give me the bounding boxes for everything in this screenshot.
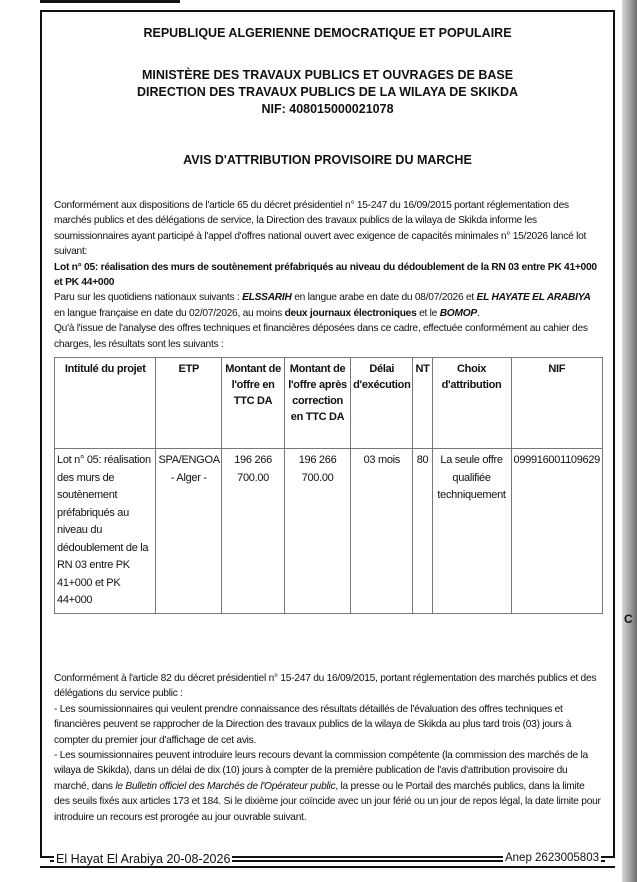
table-header-row bbox=[55, 358, 603, 449]
footer bbox=[42, 852, 613, 866]
press-text: Paru sur les quotidiens nationaux suivants : bbox=[54, 292, 243, 304]
intro-paragraph bbox=[54, 198, 602, 352]
col-header-project: Intitulé du projet bbox=[55, 358, 156, 449]
closing-bullet-2: - Les soumissionnaires peuvent introduire leurs recours devant la commission compétente (la commission des marchés de la wilaya de Skikda), dans un délai de dix (10) jours à compter de la première publication de l'avis d'attribution provisoire du marché, dans bbox=[54, 750, 588, 792]
press-text: et le bbox=[416, 307, 440, 319]
table-row bbox=[55, 449, 603, 614]
adjacent-page-edge bbox=[622, 0, 637, 882]
intro-text: Conformément aux dispositions de l'article 65 du décret présidentiel n° 15-247 du 16/09/2015 portant réglementation des marchés publics et des délégations de service, la Direction des travaux publics de la wilaya de Skikda informe les soumissionnaires ayant participé à l'appel d'offres national ouvert avec exigence de capacités minimales n° 15/2026 lancé lot suivant: bbox=[54, 200, 587, 258]
lot-description: Lot n° 05: réalisation des murs de soutènement préfabriqués au niveau du dédoublement de la RN 03 entre PK 41+000 et PK 44+000 bbox=[54, 261, 597, 289]
republic-header: REPUBLIQUE ALGERIENNE DEMOCRATIQUE ET POPULAIRE bbox=[143, 26, 512, 40]
press-french-paper: EL HAYATE EL ARABIYA bbox=[476, 292, 591, 304]
col-header-choice: Choix d'attribution bbox=[432, 358, 511, 449]
adjacent-page-letter: C bbox=[624, 612, 633, 626]
closing-bullet-2-end: , la presse ou le Portail des marchés publics, dans la limite des seuils fixés aux articles 173 et 184. Si le dixième jour coïncide avec un jour férié ou un jour de repos légal, la date limite pour introduire un recours est prorogée au jour ouvrable suivant. bbox=[54, 780, 601, 823]
ministry-block bbox=[42, 67, 613, 118]
footer-reference: Anep 2623005803 bbox=[504, 852, 599, 864]
cell-etp: SPA/ENGOA - Alger - bbox=[156, 449, 222, 614]
col-header-nif: NIF bbox=[511, 358, 602, 449]
cell-offer-amount: 196 266 700.00 bbox=[222, 449, 285, 614]
results-table bbox=[54, 357, 603, 614]
cell-project: Lot n° 05: réalisation des murs de soutènement préfabriqués au niveau du dédoublement de la RN 03 entre PK 41+000 et PK 44+000 bbox=[55, 449, 156, 614]
press-text: en langue arabe en date du 08/07/2026 et bbox=[291, 292, 477, 304]
bottom-rule bbox=[40, 866, 615, 868]
cell-corrected-amount: 196 266 700.00 bbox=[285, 449, 351, 614]
bulletin-title: le Bulletin officiel des Marchés de l'Opérateur public bbox=[115, 780, 336, 792]
notice-title: AVIS D'ATTRIBUTION PROVISOIRE DU MARCHE bbox=[183, 153, 472, 167]
closing-intro: Conformément à l'article 82 du décret présidentiel n° 15-247 du 16/09/2015, portant réglementation des marchés publics et des délégations du service public : bbox=[54, 673, 597, 700]
cell-delay: 03 mois bbox=[351, 449, 413, 614]
press-arabic-paper: ELSSARIH bbox=[242, 292, 292, 304]
col-header-delay: Délai d'exécution bbox=[351, 358, 413, 449]
col-header-offer-amount: Montant de l'offre en TTC DA bbox=[222, 358, 285, 449]
closing-paragraph bbox=[54, 671, 602, 825]
cell-choice: La seule offre qualifiée techniquement bbox=[432, 449, 511, 614]
press-text: . bbox=[476, 307, 480, 319]
cell-nif: 099916001109629 bbox=[511, 449, 602, 614]
notice-page bbox=[40, 10, 615, 866]
closing-bullet-1: - Les soumissionnaires qui veulent prendre connaissance des résultats détaillés de l'évaluation des offres techniques et financières peuvent se rapprocher de la Direction des travaux publics de la wilaya de Skikda au plus tard trois (03) jours à compter du premier jour d'affichage de cet avis. bbox=[54, 703, 572, 746]
ministry-title: MINISTÈRE DES TRAVAUX PUBLICS ET OUVRAGES DE BASE bbox=[141, 68, 514, 82]
press-bomop: BOMOP bbox=[439, 307, 477, 319]
analysis-text: Qu'à l'issue de l'analyse des offres techniques et financières déposées dans ce cadre, effectuée conformément au cahier des charges, les résultats sont les suivants : bbox=[54, 323, 588, 350]
top-rule bbox=[40, 0, 180, 3]
footer-source: El Hayat El Arabiya 20-08-2026 bbox=[56, 852, 231, 866]
press-electronic: deux journaux électroniques bbox=[284, 307, 417, 319]
press-text: en langue française en date du 02/07/2026, au moins bbox=[54, 307, 285, 319]
cell-nt: 80 bbox=[413, 449, 432, 614]
direction-title: DIRECTION DES TRAVAUX PUBLICS DE LA WILAYA DE SKIKDA bbox=[136, 85, 519, 99]
col-header-corrected-amount: Montant de l'offre après correction en TTC DA bbox=[285, 358, 351, 449]
nif-line: NIF: 408015000021078 bbox=[261, 102, 394, 116]
col-header-etp: ETP bbox=[156, 358, 222, 449]
col-header-nt: NT bbox=[413, 358, 432, 449]
